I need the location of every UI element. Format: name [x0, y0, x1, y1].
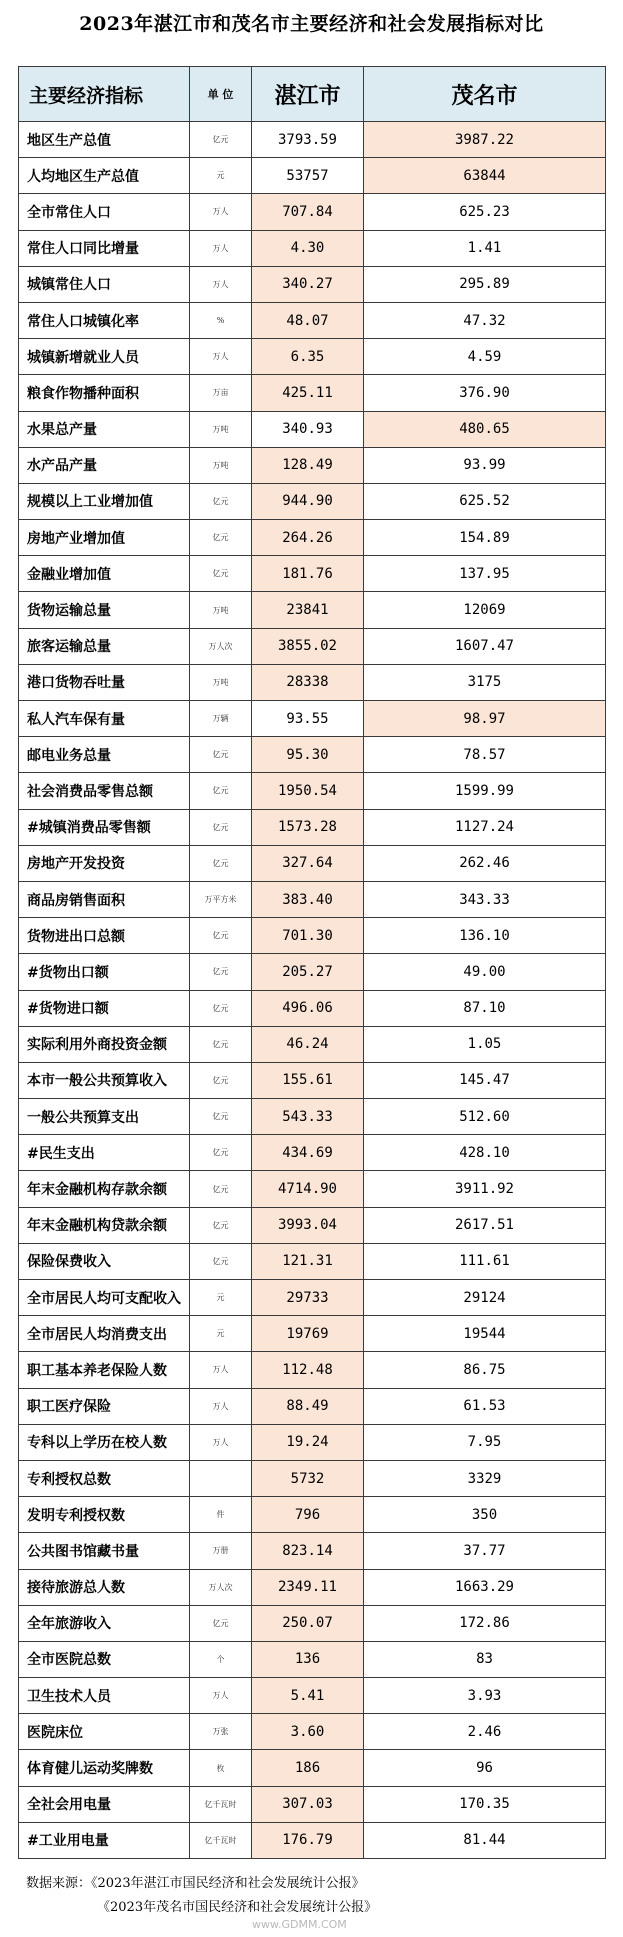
zhanjiang-value: 5732 — [252, 1460, 364, 1496]
maoming-value: 12069 — [364, 592, 606, 628]
indicator-name: 保险保费收入 — [19, 1243, 190, 1279]
source-maoming-report: 《2023年茂名市国民经济和社会发展统计公报》 — [97, 1900, 378, 1915]
indicator-unit: 亿元 — [190, 809, 252, 845]
indicator-name: 卫生技术人员 — [19, 1678, 190, 1714]
maoming-value: 86.75 — [364, 1352, 606, 1388]
maoming-value: 3329 — [364, 1460, 606, 1496]
table-row — [19, 773, 606, 809]
zhanjiang-value: 136 — [252, 1641, 364, 1677]
zhanjiang-value: 2349.11 — [252, 1569, 364, 1605]
table-row — [19, 483, 606, 519]
maoming-value: 49.00 — [364, 954, 606, 990]
maoming-value: 512.60 — [364, 1099, 606, 1135]
zhanjiang-value: 327.64 — [252, 845, 364, 881]
table-row — [19, 1171, 606, 1207]
table-row — [19, 447, 606, 483]
indicator-name: 旅客运输总量 — [19, 628, 190, 664]
indicator-name: 体育健儿运动奖牌数 — [19, 1750, 190, 1786]
maoming-value: 625.52 — [364, 483, 606, 519]
zhanjiang-value: 434.69 — [252, 1135, 364, 1171]
zhanjiang-value: 95.30 — [252, 737, 364, 773]
table-row — [19, 592, 606, 628]
table-row — [19, 1460, 606, 1496]
zhanjiang-value: 176.79 — [252, 1822, 364, 1858]
source-label: 数据来源： — [26, 1876, 92, 1891]
maoming-value: 376.90 — [364, 375, 606, 411]
maoming-value: 295.89 — [364, 266, 606, 302]
indicator-unit: 万人次 — [190, 628, 252, 664]
source-zhanjiang-report: 《2023年湛江市国民经济和社会发展统计公报》 — [91, 1876, 365, 1891]
indicator-name: 港口货物吞吐量 — [19, 664, 190, 700]
table-row — [19, 1822, 606, 1858]
indicator-unit: 万人 — [190, 194, 252, 230]
maoming-value: 137.95 — [364, 556, 606, 592]
source-line-2 — [26, 1896, 606, 1920]
table-row — [19, 1750, 606, 1786]
zhanjiang-value: 250.07 — [252, 1605, 364, 1641]
indicator-unit: 亿元 — [190, 1135, 252, 1171]
data-source — [26, 1872, 606, 1920]
indicator-unit: 个 — [190, 1641, 252, 1677]
maoming-value: 96 — [364, 1750, 606, 1786]
maoming-value: 625.23 — [364, 194, 606, 230]
table-row — [19, 1062, 606, 1098]
maoming-value: 1663.29 — [364, 1569, 606, 1605]
indicator-name: 水果总产量 — [19, 411, 190, 447]
zhanjiang-value: 48.07 — [252, 302, 364, 338]
indicator-unit: 亿元 — [190, 556, 252, 592]
indicator-unit: 亿元 — [190, 1062, 252, 1098]
table-row — [19, 737, 606, 773]
indicator-unit: 万吨 — [190, 447, 252, 483]
maoming-value: 1127.24 — [364, 809, 606, 845]
header-zhanjiang: 湛江市 — [252, 67, 364, 122]
zhanjiang-value: 128.49 — [252, 447, 364, 483]
maoming-value: 93.99 — [364, 447, 606, 483]
indicator-unit: 万吨 — [190, 411, 252, 447]
indicator-name: 本市一般公共预算收入 — [19, 1062, 190, 1098]
table-row — [19, 845, 606, 881]
maoming-value: 61.53 — [364, 1388, 606, 1424]
zhanjiang-value: 46.24 — [252, 1026, 364, 1062]
maoming-value: 3987.22 — [364, 122, 606, 158]
maoming-value: 136.10 — [364, 918, 606, 954]
maoming-value: 343.33 — [364, 881, 606, 917]
header-indicator: 主要经济指标 — [19, 67, 190, 122]
indicator-name: 货物运输总量 — [19, 592, 190, 628]
indicator-unit: 万吨 — [190, 664, 252, 700]
indicator-unit: 亿元 — [190, 520, 252, 556]
table-row — [19, 520, 606, 556]
zhanjiang-value: 340.27 — [252, 266, 364, 302]
zhanjiang-value: 3855.02 — [252, 628, 364, 664]
indicator-unit: 亿元 — [190, 954, 252, 990]
table-row — [19, 230, 606, 266]
maoming-value: 1.05 — [364, 1026, 606, 1062]
table-row — [19, 954, 606, 990]
maoming-value: 480.65 — [364, 411, 606, 447]
zhanjiang-value: 264.26 — [252, 520, 364, 556]
indicator-name: 专科以上学历在校人数 — [19, 1424, 190, 1460]
maoming-value: 262.46 — [364, 845, 606, 881]
table-row — [19, 1388, 606, 1424]
maoming-value: 2.46 — [364, 1714, 606, 1750]
indicator-unit: 元 — [190, 1316, 252, 1352]
indicator-unit: % — [190, 302, 252, 338]
table-row — [19, 1569, 606, 1605]
maoming-value: 81.44 — [364, 1822, 606, 1858]
indicator-name: 常住人口城镇化率 — [19, 302, 190, 338]
table-row — [19, 809, 606, 845]
indicator-unit: 万人 — [190, 1388, 252, 1424]
table-row — [19, 1243, 606, 1279]
indicator-name: 全市居民人均可支配收入 — [19, 1280, 190, 1316]
indicator-unit: 万亩 — [190, 375, 252, 411]
indicator-unit: 万册 — [190, 1533, 252, 1569]
zhanjiang-value: 543.33 — [252, 1099, 364, 1135]
indicator-unit: 万人 — [190, 230, 252, 266]
table-row — [19, 1533, 606, 1569]
indicator-unit: 亿元 — [190, 1026, 252, 1062]
indicator-name: 医院床位 — [19, 1714, 190, 1750]
zhanjiang-value: 4714.90 — [252, 1171, 364, 1207]
table-header-row — [19, 67, 606, 122]
table-row — [19, 1026, 606, 1062]
zhanjiang-value: 1950.54 — [252, 773, 364, 809]
maoming-value: 47.32 — [364, 302, 606, 338]
indicator-unit: 亿千瓦时 — [190, 1822, 252, 1858]
page-title: 2023年湛江市和茂名市主要经济和社会发展指标对比 — [79, 13, 544, 35]
indicator-unit: 亿元 — [190, 918, 252, 954]
maoming-value: 1.41 — [364, 230, 606, 266]
zhanjiang-value: 19769 — [252, 1316, 364, 1352]
indicator-unit: 亿元 — [190, 990, 252, 1026]
indicator-unit: 亿元 — [190, 1207, 252, 1243]
zhanjiang-value: 155.61 — [252, 1062, 364, 1098]
table-row — [19, 1641, 606, 1677]
indicator-name: 私人汽车保有量 — [19, 701, 190, 737]
indicator-unit: 件 — [190, 1497, 252, 1533]
indicator-unit: 万吨 — [190, 592, 252, 628]
maoming-value: 7.95 — [364, 1424, 606, 1460]
indicator-name: 地区生产总值 — [19, 122, 190, 158]
indicator-name: #货物进口额 — [19, 990, 190, 1026]
indicator-name: 人均地区生产总值 — [19, 158, 190, 194]
table-row — [19, 990, 606, 1026]
maoming-value: 1607.47 — [364, 628, 606, 664]
indicator-unit: 亿元 — [190, 1243, 252, 1279]
table-row — [19, 628, 606, 664]
indicator-unit: 亿元 — [190, 1605, 252, 1641]
indicator-unit: 万平方米 — [190, 881, 252, 917]
indicator-table — [18, 66, 606, 1859]
table-row — [19, 1207, 606, 1243]
indicator-name: 社会消费品零售总额 — [19, 773, 190, 809]
indicator-unit: 亿元 — [190, 1171, 252, 1207]
indicator-name: #民生支出 — [19, 1135, 190, 1171]
table-row — [19, 1280, 606, 1316]
indicator-unit: 亿元 — [190, 737, 252, 773]
indicator-name: #工业用电量 — [19, 1822, 190, 1858]
maoming-value: 37.77 — [364, 1533, 606, 1569]
indicator-name: 发明专利授权数 — [19, 1497, 190, 1533]
zhanjiang-value: 88.49 — [252, 1388, 364, 1424]
indicator-name: 公共图书馆藏书量 — [19, 1533, 190, 1569]
table-row — [19, 266, 606, 302]
zhanjiang-value: 4.30 — [252, 230, 364, 266]
maoming-value: 4.59 — [364, 339, 606, 375]
table-row — [19, 664, 606, 700]
zhanjiang-value: 205.27 — [252, 954, 364, 990]
indicator-unit: 枚 — [190, 1750, 252, 1786]
indicator-unit: 万人 — [190, 1424, 252, 1460]
table-row — [19, 1099, 606, 1135]
indicator-name: 金融业增加值 — [19, 556, 190, 592]
header-unit: 单 位 — [190, 67, 252, 122]
zhanjiang-value: 340.93 — [252, 411, 364, 447]
indicator-unit: 亿元 — [190, 773, 252, 809]
maoming-value: 2617.51 — [364, 1207, 606, 1243]
maoming-value: 29124 — [364, 1280, 606, 1316]
zhanjiang-value: 307.03 — [252, 1786, 364, 1822]
maoming-value: 3175 — [364, 664, 606, 700]
zhanjiang-value: 1573.28 — [252, 809, 364, 845]
maoming-value: 63844 — [364, 158, 606, 194]
indicator-name: 邮电业务总量 — [19, 737, 190, 773]
table-row — [19, 701, 606, 737]
maoming-value: 98.97 — [364, 701, 606, 737]
zhanjiang-value: 53757 — [252, 158, 364, 194]
table-row — [19, 1605, 606, 1641]
table-row — [19, 1424, 606, 1460]
table-row — [19, 1497, 606, 1533]
table-row — [19, 1135, 606, 1171]
indicator-name: 粮食作物播种面积 — [19, 375, 190, 411]
source-line-1 — [26, 1872, 606, 1896]
indicator-name: 接待旅游总人数 — [19, 1569, 190, 1605]
indicator-unit: 万人 — [190, 1352, 252, 1388]
zhanjiang-value: 186 — [252, 1750, 364, 1786]
maoming-value: 87.10 — [364, 990, 606, 1026]
table-row — [19, 339, 606, 375]
maoming-value: 145.47 — [364, 1062, 606, 1098]
indicator-unit: 万人 — [190, 339, 252, 375]
indicator-name: 全社会用电量 — [19, 1786, 190, 1822]
zhanjiang-value: 28338 — [252, 664, 364, 700]
zhanjiang-value: 383.40 — [252, 881, 364, 917]
indicator-unit: 万人 — [190, 1678, 252, 1714]
zhanjiang-value: 29733 — [252, 1280, 364, 1316]
header-maoming: 茂名市 — [364, 67, 606, 122]
zhanjiang-value: 3793.59 — [252, 122, 364, 158]
table-row — [19, 556, 606, 592]
table-row — [19, 1678, 606, 1714]
indicator-name: 房地产开发投资 — [19, 845, 190, 881]
zhanjiang-value: 944.90 — [252, 483, 364, 519]
zhanjiang-value: 425.11 — [252, 375, 364, 411]
indicator-name: #城镇消费品零售额 — [19, 809, 190, 845]
indicator-unit: 万张 — [190, 1714, 252, 1750]
table-row — [19, 122, 606, 158]
indicator-name: 职工基本养老保险人数 — [19, 1352, 190, 1388]
maoming-value: 172.86 — [364, 1605, 606, 1641]
indicator-unit: 元 — [190, 158, 252, 194]
table-row — [19, 881, 606, 917]
indicator-unit — [190, 1460, 252, 1496]
indicator-unit: 万辆 — [190, 701, 252, 737]
maoming-value: 1599.99 — [364, 773, 606, 809]
table-row — [19, 411, 606, 447]
indicator-name: 城镇新增就业人员 — [19, 339, 190, 375]
maoming-value: 83 — [364, 1641, 606, 1677]
indicator-unit: 亿元 — [190, 122, 252, 158]
maoming-value: 111.61 — [364, 1243, 606, 1279]
indicator-name: 全市常住人口 — [19, 194, 190, 230]
indicator-name: 水产品产量 — [19, 447, 190, 483]
indicator-name: 职工医疗保险 — [19, 1388, 190, 1424]
indicator-unit: 万人 — [190, 266, 252, 302]
zhanjiang-value: 701.30 — [252, 918, 364, 954]
indicator-name: 一般公共预算支出 — [19, 1099, 190, 1135]
indicator-name: 商品房销售面积 — [19, 881, 190, 917]
indicator-name: #货物出口额 — [19, 954, 190, 990]
zhanjiang-value: 823.14 — [252, 1533, 364, 1569]
watermark: www.GDMM.COM — [252, 1918, 347, 1931]
maoming-value: 350 — [364, 1497, 606, 1533]
maoming-value: 3911.92 — [364, 1171, 606, 1207]
table-row — [19, 375, 606, 411]
zhanjiang-value: 707.84 — [252, 194, 364, 230]
indicator-name: 全市医院总数 — [19, 1641, 190, 1677]
indicator-unit: 亿千瓦时 — [190, 1786, 252, 1822]
indicator-name: 货物进出口总额 — [19, 918, 190, 954]
indicator-unit: 亿元 — [190, 845, 252, 881]
indicator-name: 全市居民人均消费支出 — [19, 1316, 190, 1352]
table-row — [19, 194, 606, 230]
zhanjiang-value: 796 — [252, 1497, 364, 1533]
indicator-table-body — [19, 67, 606, 1859]
table-row — [19, 1786, 606, 1822]
maoming-value: 428.10 — [364, 1135, 606, 1171]
table-row — [19, 918, 606, 954]
zhanjiang-value: 112.48 — [252, 1352, 364, 1388]
table-row — [19, 1352, 606, 1388]
zhanjiang-value: 19.24 — [252, 1424, 364, 1460]
indicator-unit: 万人次 — [190, 1569, 252, 1605]
maoming-value: 78.57 — [364, 737, 606, 773]
indicator-name: 年末金融机构贷款余额 — [19, 1207, 190, 1243]
indicator-name: 实际利用外商投资金额 — [19, 1026, 190, 1062]
table-row — [19, 1714, 606, 1750]
zhanjiang-value: 6.35 — [252, 339, 364, 375]
indicator-name: 城镇常住人口 — [19, 266, 190, 302]
maoming-value: 170.35 — [364, 1786, 606, 1822]
zhanjiang-value: 23841 — [252, 592, 364, 628]
zhanjiang-value: 93.55 — [252, 701, 364, 737]
indicator-name: 全年旅游收入 — [19, 1605, 190, 1641]
maoming-value: 19544 — [364, 1316, 606, 1352]
zhanjiang-value: 121.31 — [252, 1243, 364, 1279]
indicator-name: 规模以上工业增加值 — [19, 483, 190, 519]
zhanjiang-value: 3.60 — [252, 1714, 364, 1750]
indicator-unit: 亿元 — [190, 1099, 252, 1135]
maoming-value: 3.93 — [364, 1678, 606, 1714]
zhanjiang-value: 181.76 — [252, 556, 364, 592]
zhanjiang-value: 3993.04 — [252, 1207, 364, 1243]
table-row — [19, 158, 606, 194]
indicator-name: 房地产业增加值 — [19, 520, 190, 556]
indicator-name: 常住人口同比增量 — [19, 230, 190, 266]
zhanjiang-value: 496.06 — [252, 990, 364, 1026]
indicator-unit: 亿元 — [190, 483, 252, 519]
table-row — [19, 1316, 606, 1352]
zhanjiang-value: 5.41 — [252, 1678, 364, 1714]
indicator-name: 专利授权总数 — [19, 1460, 190, 1496]
indicator-unit: 元 — [190, 1280, 252, 1316]
maoming-value: 154.89 — [364, 520, 606, 556]
indicator-name: 年末金融机构存款余额 — [19, 1171, 190, 1207]
table-row — [19, 302, 606, 338]
